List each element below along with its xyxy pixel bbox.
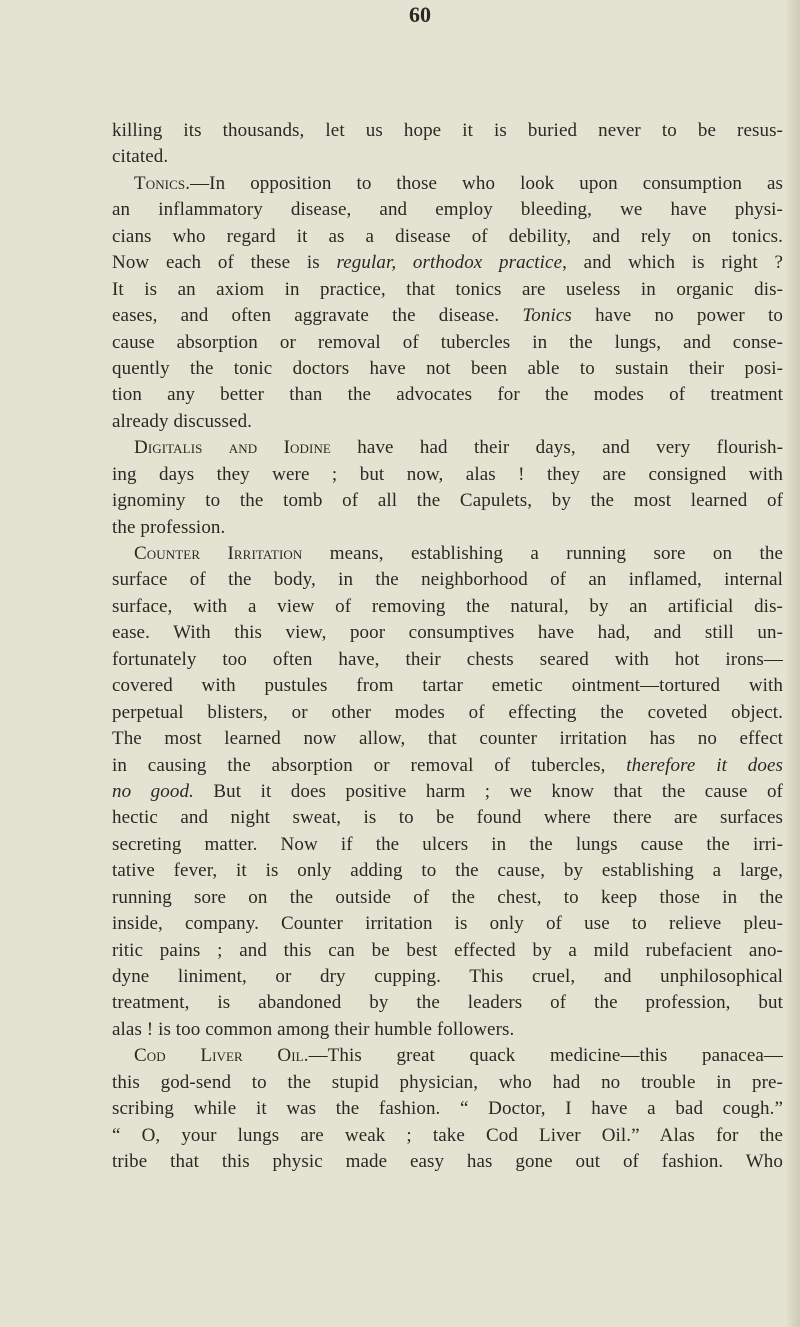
text-line	[112, 700, 783, 726]
text-line	[112, 938, 783, 964]
text-line	[112, 515, 783, 541]
text-line	[112, 488, 783, 514]
text-segment: tative fever, it is only adding to the cause, by establishing a large,	[112, 860, 783, 882]
text-segment: this god-send to the stupid physician, who had no trouble in pre-	[112, 1071, 783, 1093]
text-line	[112, 435, 783, 461]
text-segment: The most learned now allow, that counter irritation has no effect	[112, 728, 783, 750]
text-segment: surface of the body, in the neighborhood of an inflamed, internal	[112, 569, 783, 591]
text-segment: covered with pustules from tartar emetic ointment—tortured with	[112, 675, 783, 697]
section-heading: Digitalis and Iodine	[134, 437, 331, 459]
section-heading: Tonics.	[134, 172, 191, 194]
text-line	[112, 356, 783, 382]
text-segment: fortunately too often have, their chests seared with hot irons—	[112, 648, 783, 670]
text-segment: cause absorption or removal of tubercles in the lungs, and conse-	[112, 331, 783, 353]
text-segment: ritic pains ; and this can be best effected by a mild rubefacient ano-	[112, 939, 783, 961]
text-line	[112, 1043, 783, 1069]
text-line	[112, 726, 783, 752]
text-segment: Now each of these is	[112, 252, 337, 274]
text-line	[112, 409, 783, 435]
text-line	[112, 779, 783, 805]
text-line	[112, 885, 783, 911]
text-line	[112, 462, 783, 488]
section-heading: Counter Irritation	[134, 543, 303, 564]
text-line	[112, 382, 783, 408]
text-line	[112, 197, 783, 223]
text-segment: have no power to	[571, 305, 783, 327]
italic-text: no good.	[112, 780, 194, 802]
text-line	[112, 964, 783, 990]
text-line	[112, 1123, 783, 1149]
text-segment: citated.	[112, 146, 169, 168]
text-line	[112, 303, 783, 329]
text-line	[112, 171, 783, 197]
text-segment: surface, with a view of removing the natural, by an artificial dis-	[112, 595, 783, 617]
text-segment: means, establishing a running sore on the	[302, 543, 783, 564]
text-segment: “ O, your lungs are weak ; take Cod Liver Oil.” Alas for the	[112, 1124, 783, 1146]
text-line	[112, 1149, 783, 1175]
text-line	[112, 118, 783, 144]
text-segment: hectic and night sweat, is to be found where there are surfaces	[112, 807, 783, 829]
text-segment: perpetual blisters, or other modes of effecting the coveted object.	[112, 701, 783, 723]
text-segment: treatment, is abandoned by the leaders of the profession, but	[112, 992, 783, 1014]
text-segment: running sore on the outside of the chest, to keep those in the	[112, 886, 783, 908]
text-line	[112, 805, 783, 831]
text-line	[112, 673, 783, 699]
text-segment: already discussed.	[112, 410, 253, 432]
page-fold-shadow	[786, 0, 800, 1327]
text-segment: in causing the absorption or removal of tubercles,	[112, 754, 627, 776]
page-number: 60	[409, 2, 431, 27]
text-line	[112, 990, 783, 1016]
section-heading: Cod Liver Oil.	[134, 1045, 309, 1067]
text-line	[112, 620, 783, 646]
text-line	[112, 594, 783, 620]
text-line	[112, 330, 783, 356]
text-segment: scribing while it was the fashion. “ Doctor, I have a bad cough.”	[112, 1098, 783, 1120]
text-segment: cians who regard it as a disease of debility, and rely on tonics.	[112, 225, 783, 247]
text-segment: , and which is right ?	[562, 252, 783, 274]
text-line	[112, 277, 783, 303]
italic-text: Tonics	[522, 305, 572, 327]
text-segment: ing days they were ; but now, alas ! they are consigned with	[112, 463, 783, 485]
text-segment: It is an axiom in practice, that tonics are useless in organic dis-	[112, 278, 783, 300]
page-body-text	[112, 118, 783, 1176]
text-line	[112, 1017, 783, 1043]
text-line	[112, 1070, 783, 1096]
text-segment: killing its thousands, let us hope it is buried never to be resus-	[112, 120, 783, 141]
text-segment: ignominy to the tomb of all the Capulets, by the most learned of	[112, 490, 783, 512]
text-segment: secreting matter. Now if the ulcers in the lungs cause the irri-	[112, 833, 783, 855]
text-line	[112, 858, 783, 884]
text-segment: —This great quack medicine—this panacea—	[308, 1045, 783, 1067]
text-segment: tion any better than the advocates for the modes of treatment	[112, 384, 783, 406]
text-segment: dyne liniment, or dry cupping. This cruel, and unphilosophical	[112, 966, 783, 987]
text-line	[112, 541, 783, 567]
text-segment: have had their days, and very flourish-	[330, 437, 783, 459]
text-line	[112, 1096, 783, 1122]
text-line	[112, 144, 783, 170]
text-line	[112, 567, 783, 593]
text-segment: ease. With this view, poor consumptives have had, and still un-	[112, 622, 783, 644]
italic-text: therefore it does	[626, 754, 783, 776]
text-segment: an inflammatory disease, and employ bleeding, we have physi-	[112, 199, 783, 221]
text-segment: inside, company. Counter irritation is only of use to relieve pleu-	[112, 913, 783, 935]
text-line	[112, 224, 783, 250]
text-line	[112, 753, 783, 779]
text-line	[112, 832, 783, 858]
text-line	[112, 647, 783, 673]
text-segment: tribe that this physic made easy has gone out of fashion. Who	[112, 1151, 783, 1173]
text-line	[112, 250, 783, 276]
italic-text: regular, orthodox practice	[336, 252, 563, 274]
text-segment: —In opposition to those who look upon consumption as	[190, 172, 783, 194]
text-line	[112, 911, 783, 937]
text-segment: alas ! is too common among their humble followers.	[112, 1018, 515, 1040]
text-segment: the profession.	[112, 516, 226, 538]
text-segment: But it does positive harm ; we know that the cause of	[193, 780, 783, 802]
text-segment: quently the tonic doctors have not been able to sustain their posi-	[112, 357, 783, 379]
text-segment: eases, and often aggravate the disease.	[112, 305, 523, 327]
